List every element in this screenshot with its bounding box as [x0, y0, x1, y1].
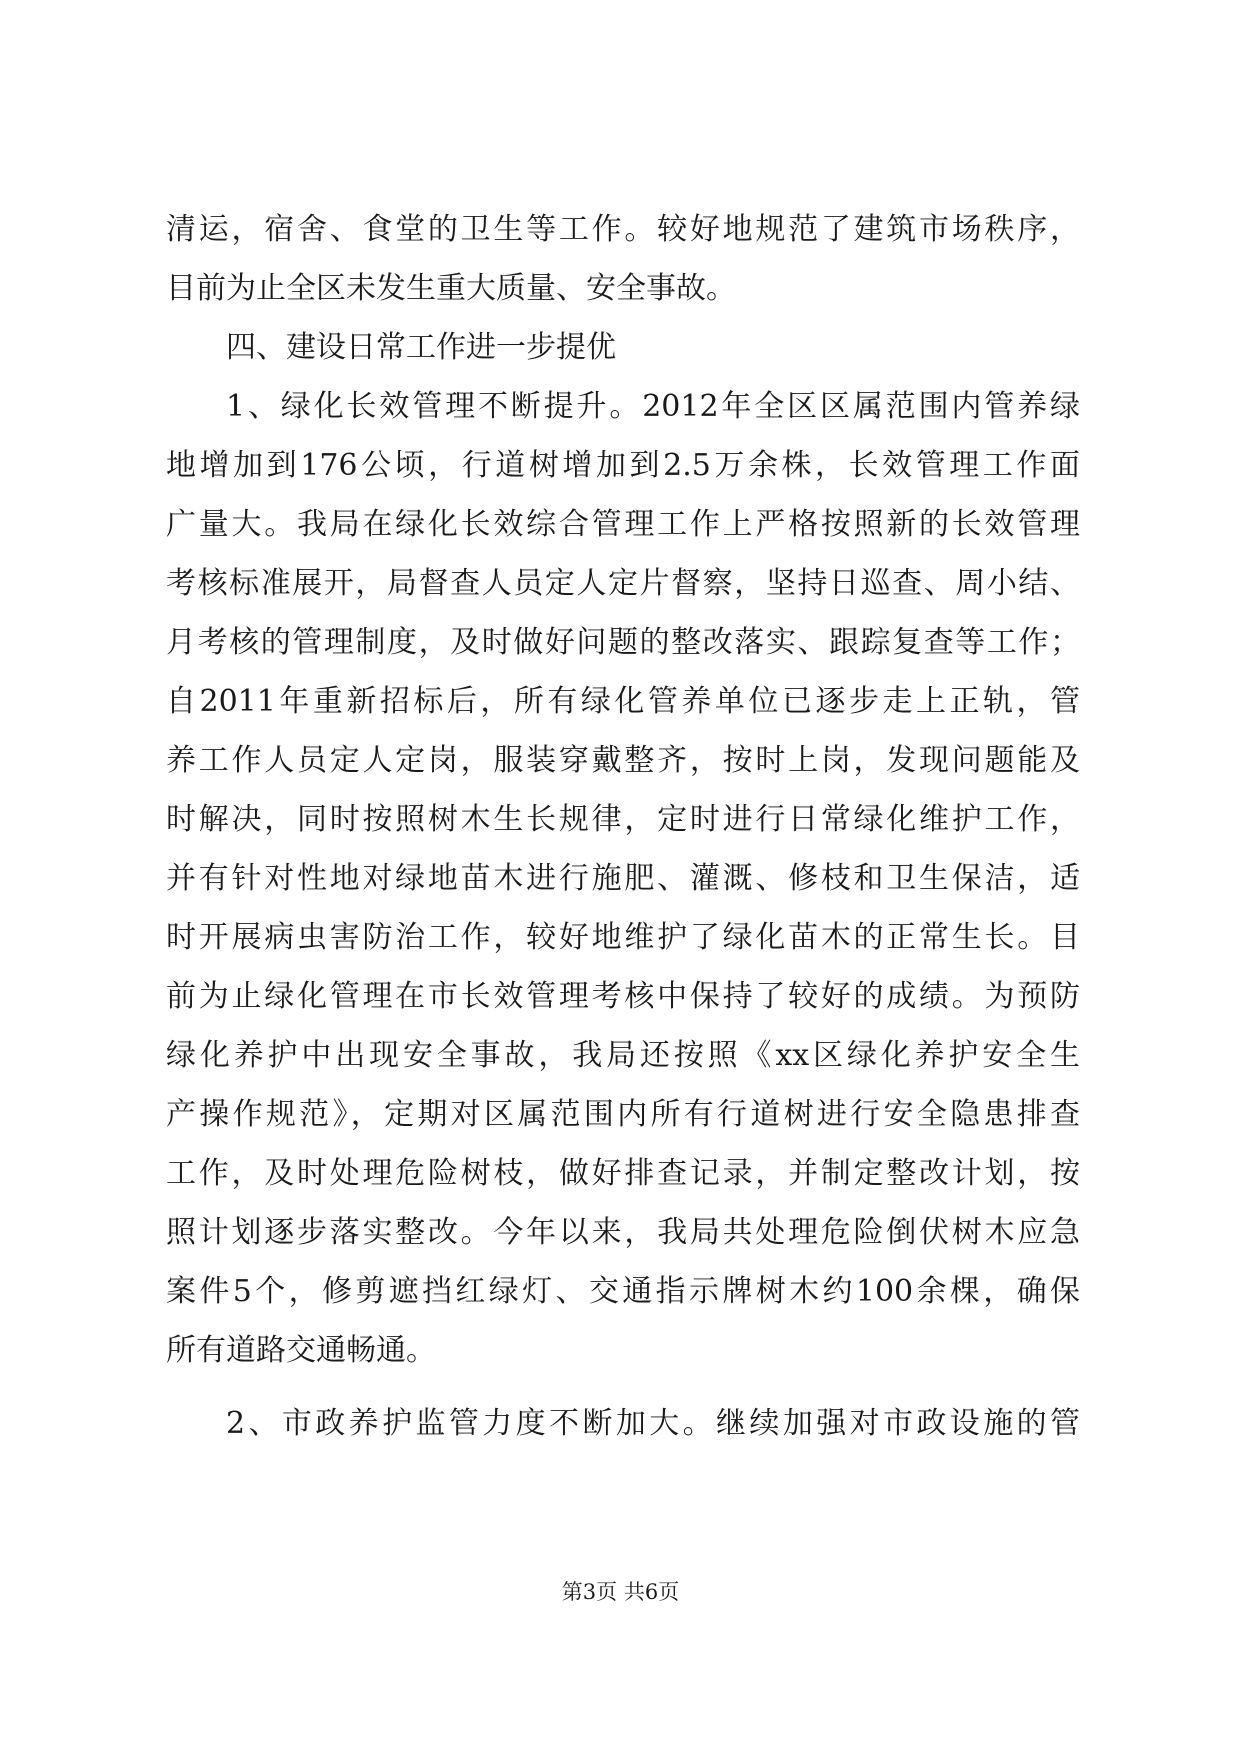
text-line: 考核标准展开，局督查人员定人定片督察，坚持日巡查、周小结、 [166, 566, 1080, 601]
text-line: 所有道路交通畅通。 [166, 1333, 436, 1368]
text-line: 产操作规范》，定期对区属范围内所有行道树进行安全隐患排查 [166, 1097, 1080, 1132]
text-line: 绿化养护中出现安全事故，我局还按照《xx区绿化养护安全生 [166, 1038, 1080, 1073]
text-line: 地增加到176公顷，行道树增加到2.5万余株，长效管理工作面 [166, 448, 1080, 483]
text-line: 目前为止全区未发生重大质量、安全事故。 [166, 271, 736, 306]
text-line: 养工作人员定人定岗，服装穿戴整齐，按时上岗，发现问题能及 [166, 743, 1080, 778]
text-line: 案件5个，修剪遮挡红绿灯、交通指示牌树木约100余棵，确保 [166, 1274, 1080, 1309]
document-body [166, 200, 1080, 1453]
text-line: 1、绿化长效管理不断提升。2012年全区区属范围内管养绿 [226, 389, 1080, 424]
text-line: 工作，及时处理危险树枝，做好排查记录，并制定整改计划，按 [166, 1156, 1080, 1191]
text-line: 2、市政养护监管力度不断加大。继续加强对市政设施的管 [226, 1406, 1080, 1441]
text-line: 自2011年重新招标后，所有绿化管养单位已逐步走上正轨，管 [166, 684, 1080, 719]
text-line: 前为止绿化管理在市长效管理考核中保持了较好的成绩。为预防 [166, 979, 1080, 1014]
text-line: 照计划逐步落实整改。今年以来，我局共处理危险倒伏树木应急 [166, 1215, 1080, 1250]
text-line: 广量大。我局在绿化长效综合管理工作上严格按照新的长效管理 [166, 507, 1080, 542]
page-number-footer: 第3页 共6页 [561, 1580, 680, 1604]
text-line: 清运，宿舍、食堂的卫生等工作。较好地规范了建筑市场秩序， [166, 212, 1080, 247]
text-line: 时开展病虫害防治工作，较好地维护了绿化苗木的正常生长。目 [166, 920, 1080, 955]
text-line: 月考核的管理制度，及时做好问题的整改落实、跟踪复查等工作； [166, 625, 1080, 660]
text-line: 时解决，同时按照树木生长规律，定时进行日常绿化维护工作， [166, 802, 1080, 837]
text-line: 并有针对性地对绿地苗木进行施肥、灌溉、修枝和卫生保洁，适 [166, 861, 1080, 896]
section-heading: 四、建设日常工作进一步提优 [226, 330, 616, 365]
